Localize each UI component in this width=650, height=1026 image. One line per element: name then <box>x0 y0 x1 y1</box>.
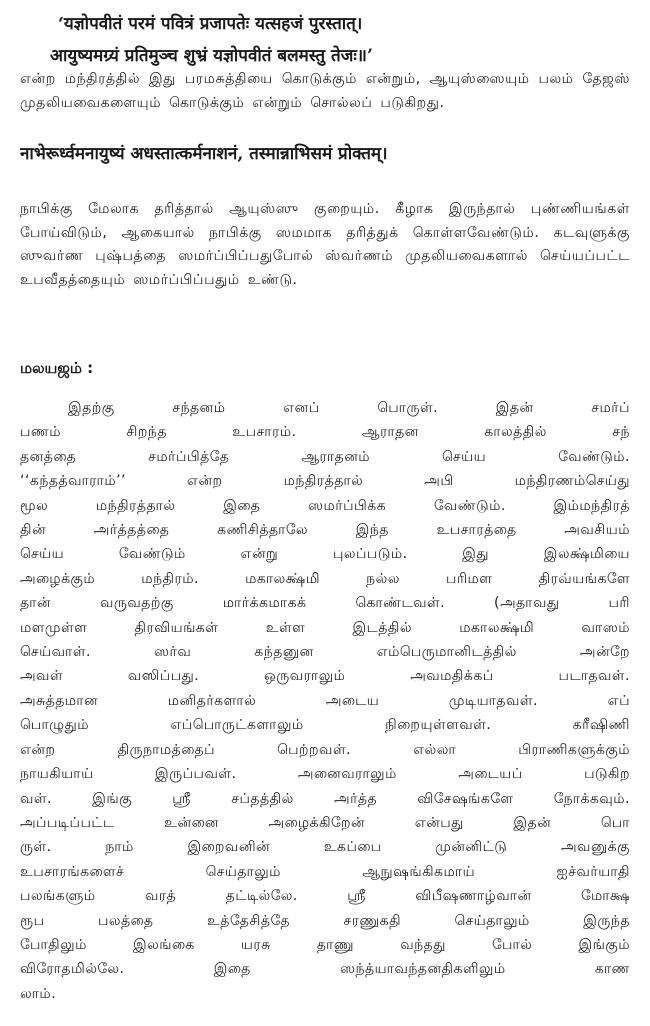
body-line: பலங்களும் வரத் தட்டில்லே. ஸ்ரீ விபீஷணாழ்வான் மோக்ஷ <box>20 888 630 905</box>
body-line: என்ற திருநாமத்தைப் பெற்றவள். எல்லா பிராணிகளுக்கும் <box>20 741 630 758</box>
body-line: பணம் சிறந்த உபசாரம். ஆராதன காலத்தில் சந் <box>20 424 630 441</box>
sanskrit-verse-line-1: ‘यज्ञोपवीतं परमं पवित्रं प्रजापतेः यत्सहजं पुरस्तात्। <box>58 14 363 34</box>
body-line: அழைக்கும் மந்திரம். மகாலக்ஷ்மி நல்ல பரிமள திரவ்யங்களே <box>20 570 630 587</box>
paragraph-verse-meaning: என்ற மந்திரத்தில் இது பரமசுத்தியை கொடுக்கும் என்றும், ஆயுஸ்ஸையும் பலம் தேஜஸ் முதலியவைகளையும் கொடுக்கும் என்றும் சொல்லப் படுகிறது. <box>20 71 630 111</box>
section-title-malayajam: மலயஜம் : <box>20 359 94 377</box>
body-line: நாயகியாய் இருப்பவள். அனைவராலும் அடையப் படுகிற <box>20 766 630 783</box>
body-line: மூல மந்திரத்தால் இதை ஸமர்ப்பிக்க வேண்டும். இம்மந்திரத் <box>20 497 630 514</box>
body-line: தின் அர்த்தத்தை கணிசித்தாலே இந்த உபசாரத்தை அவசியம் <box>20 522 630 539</box>
body-line: செய்வாள். ஸர்வ கந்தனுன எம்பெருமானிடத்தில் அன்றே <box>20 644 630 661</box>
section-body-malayajam <box>20 396 630 1006</box>
sanskrit-verse-line-2: आयुष्यमग्र्यं प्रतिमुञ्च शुभ्रं यज्ञोपवीतं बलमस्तु तेजः॥’ <box>50 46 373 66</box>
body-line: அவள் வஸிப்பது. ஒருவராலும் அவமதிக்கப் படாதவள். <box>20 668 630 685</box>
body-line: ‘‘கந்தத்வாராம்’’ என்ற மந்திரத்தால் அபி மந்திரணம்செய்து <box>20 473 630 490</box>
body-line: அசுத்தமான மனிதர்களால் அடைய முடியாதவள். எப் <box>20 692 630 709</box>
body-line: தனத்தை சமர்ப்பித்தே ஆராதனம் செய்ய வேண்டும். <box>20 448 630 465</box>
body-line: லாம். <box>20 985 57 1002</box>
body-line: ருள். நாம் இறைவனின் உகப்பை முன்னிட்டு அவனுக்கு <box>20 839 630 856</box>
sanskrit-verse-2: नाभेरूर्ध्वमनायुष्यं अधस्तात्कर्मनाशनं, तस्मान्नाभिसमं प्रोक्तम्। <box>20 144 388 164</box>
body-line: இதற்கு சந்தனம் எனப் பொருள். இதன் சமர்ப் <box>68 400 630 416</box>
body-line: தான் வருவதற்கு மார்க்கமாகக் கொண்டவள். (அதாவது பரி <box>20 595 630 612</box>
body-line: வள். இங்கு ஸ்ரீ சப்தத்தில் அர்த்த விசேஷங்களே நோக்கவும். <box>20 790 630 807</box>
body-line: ரூப பலத்தை உத்தேசித்தே சரணுகதி செய்தாலும் இருந்த <box>20 912 630 929</box>
body-line: உபசாரங்களைச் செய்தாலும் ஆநுஷங்கிகமாய் ஐச்வர்யாதி <box>20 863 630 880</box>
paragraph-navel-rule: நாபிக்கு மேலாக தரித்தால் ஆயுஸ்ஸு குறையும். கீழாக இருந்தால் புண்ணியங்கள் போய்விடும், ஆகையால் நாபிக்கு ஸமமாக தரித்துக் கொள்ளவேண்டும். கடவுளுக்கு ஸுவர்ண புஷ்பத்தை ஸமர்ப்பிப்பதுபோல் ஸ்வர்ணம் முதலியவைகளால் செய்யப்பட்ட உபவீதத்தையும் ஸமர்ப்பிப்பதும் உண்டு. <box>20 201 630 288</box>
body-line: பொழுதும் எப்பொருட்களாலும் நிறையுள்ளவள். கரீஷிணி <box>20 717 630 734</box>
body-line: விரோதமில்லே. இதை ஸந்த்யாவந்தனதிகளிலும் காண <box>20 961 630 978</box>
sanskrit-verse-block <box>50 8 618 72</box>
body-line: மளமுள்ள திரவியங்கள் உள்ள இடத்தில் மகாலக்ஷ்மி வாஸம் <box>20 619 630 636</box>
body-line: போதிலும் இலங்கை யரசு தாணு வந்தது போல் இங்கும் <box>20 936 630 953</box>
body-line: செய்ய வேண்டும் என்று புலப்படும். இது இலக்ஷ்மியை <box>20 546 630 563</box>
body-line: அப்படிப்பட்ட உன்னை அழைக்கிறேன் என்பது இதன் பொ <box>20 814 630 831</box>
